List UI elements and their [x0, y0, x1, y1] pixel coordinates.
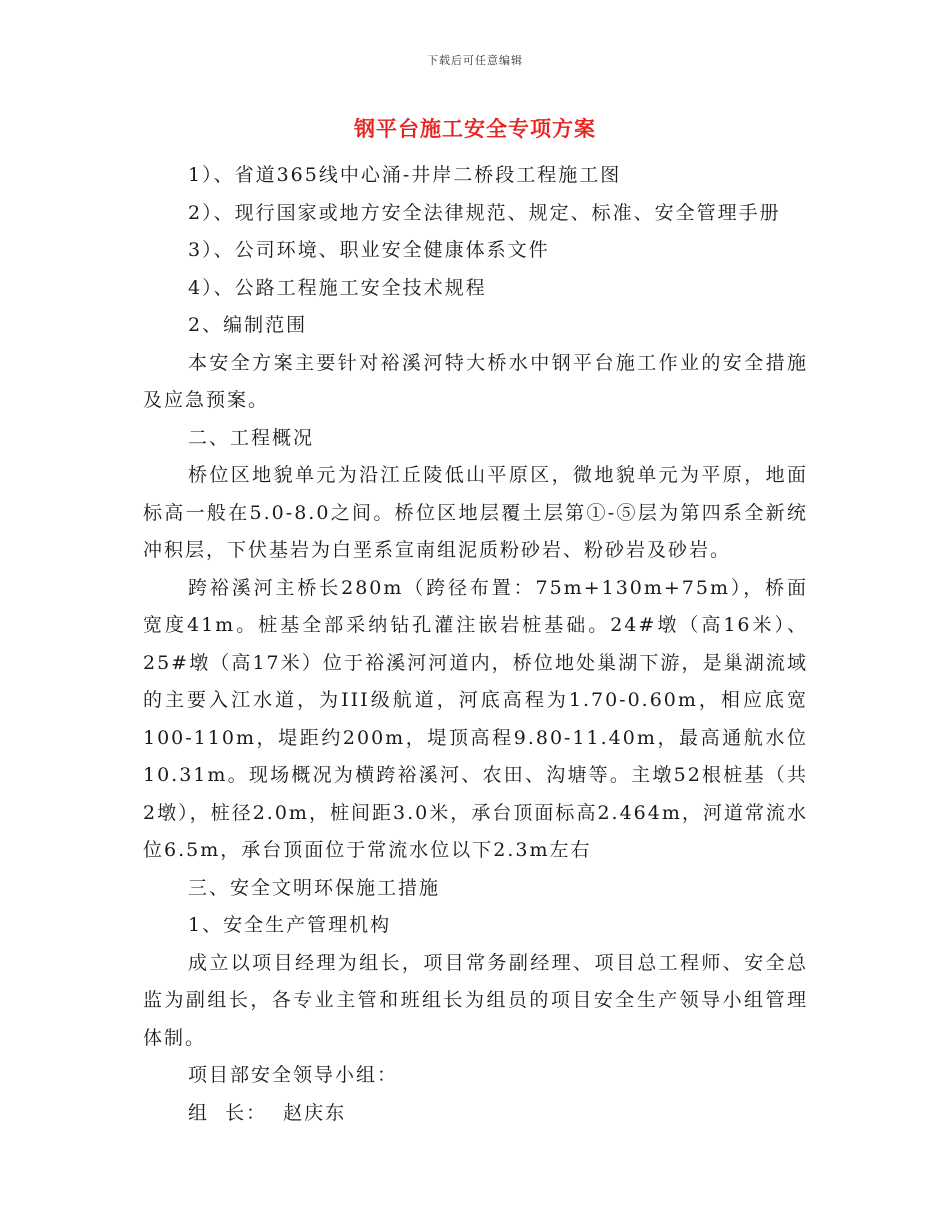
- geology-paragraph: 桥位区地貌单元为沿江丘陵低山平原区，微地貌单元为平原，地面标高一般在5.0-8.0之间。桥位区地层覆土层第①-⑤层为第四系全新统冲积层，下伏基岩为白垩系宣南组泥质粉砂岩、粉砂岩及砂岩。: [143, 464, 808, 561]
- reference-item-3: 3）、公司环境、职业安全健康体系文件: [188, 239, 550, 261]
- document-title: 钢平台施工安全专项方案: [354, 116, 596, 141]
- reference-item-4: 4）、公路工程施工安全技术规程: [188, 276, 487, 299]
- page-header-note: 下载后可任意编辑: [427, 54, 523, 67]
- reference-item-2: 2）、现行国家或地方安全法律规范、规定、标准、安全管理手册: [188, 201, 781, 224]
- section-heading-safety: 三、安全文明环保施工措施: [188, 876, 441, 899]
- leadership-group-label: 项目部安全领导小组：: [188, 1064, 399, 1086]
- subsection-heading-organization: 1、安全生产管理机构: [188, 914, 392, 936]
- bridge-paragraph: 跨裕溪河主桥长280m（跨径布置：75m+130m+75m），桥面宽度41m。桩基全部采纳钻孔灌注嵌岩桩基础。24#墩（高16米）、25#墩（高17米）位于裕溪河河道内，桥位地处巢湖下游，是巢湖流域的主要入江水道，为III级航道，河底高程为1.70-0.60m，相应底宽100-110m，堤距约200m，堤顶高程9.80-11.40m，最高通航水位10.31m。现场概况为横跨裕溪河、农田、沟塘等。主墩52根桩基（共2墩），桩径2.0m，桩间距3.0米，承台顶面标高2.464m，河道常流水位6.5m，承台顶面位于常流水位以下2.3m左右: [143, 576, 808, 861]
- scope-paragraph: 本安全方案主要针对裕溪河特大桥水中钢平台施工作业的安全措施及应急预案。: [143, 351, 808, 411]
- reference-item-1: 1）、省道365线中心涌-井岸二桥段工程施工图: [188, 164, 622, 186]
- organization-paragraph: 成立以项目经理为组长，项目常务副经理、项目总工程师、安全总监为副组长，各专业主管和班组长为组员的项目安全生产领导小组管理体制。: [143, 951, 808, 1049]
- section-heading-overview: 二、工程概况: [188, 426, 315, 449]
- group-leader-line: 组 长： 赵庆东: [188, 1101, 347, 1124]
- document-body: [143, 157, 808, 1132]
- section-heading-scope: 2、编制范围: [188, 314, 308, 336]
